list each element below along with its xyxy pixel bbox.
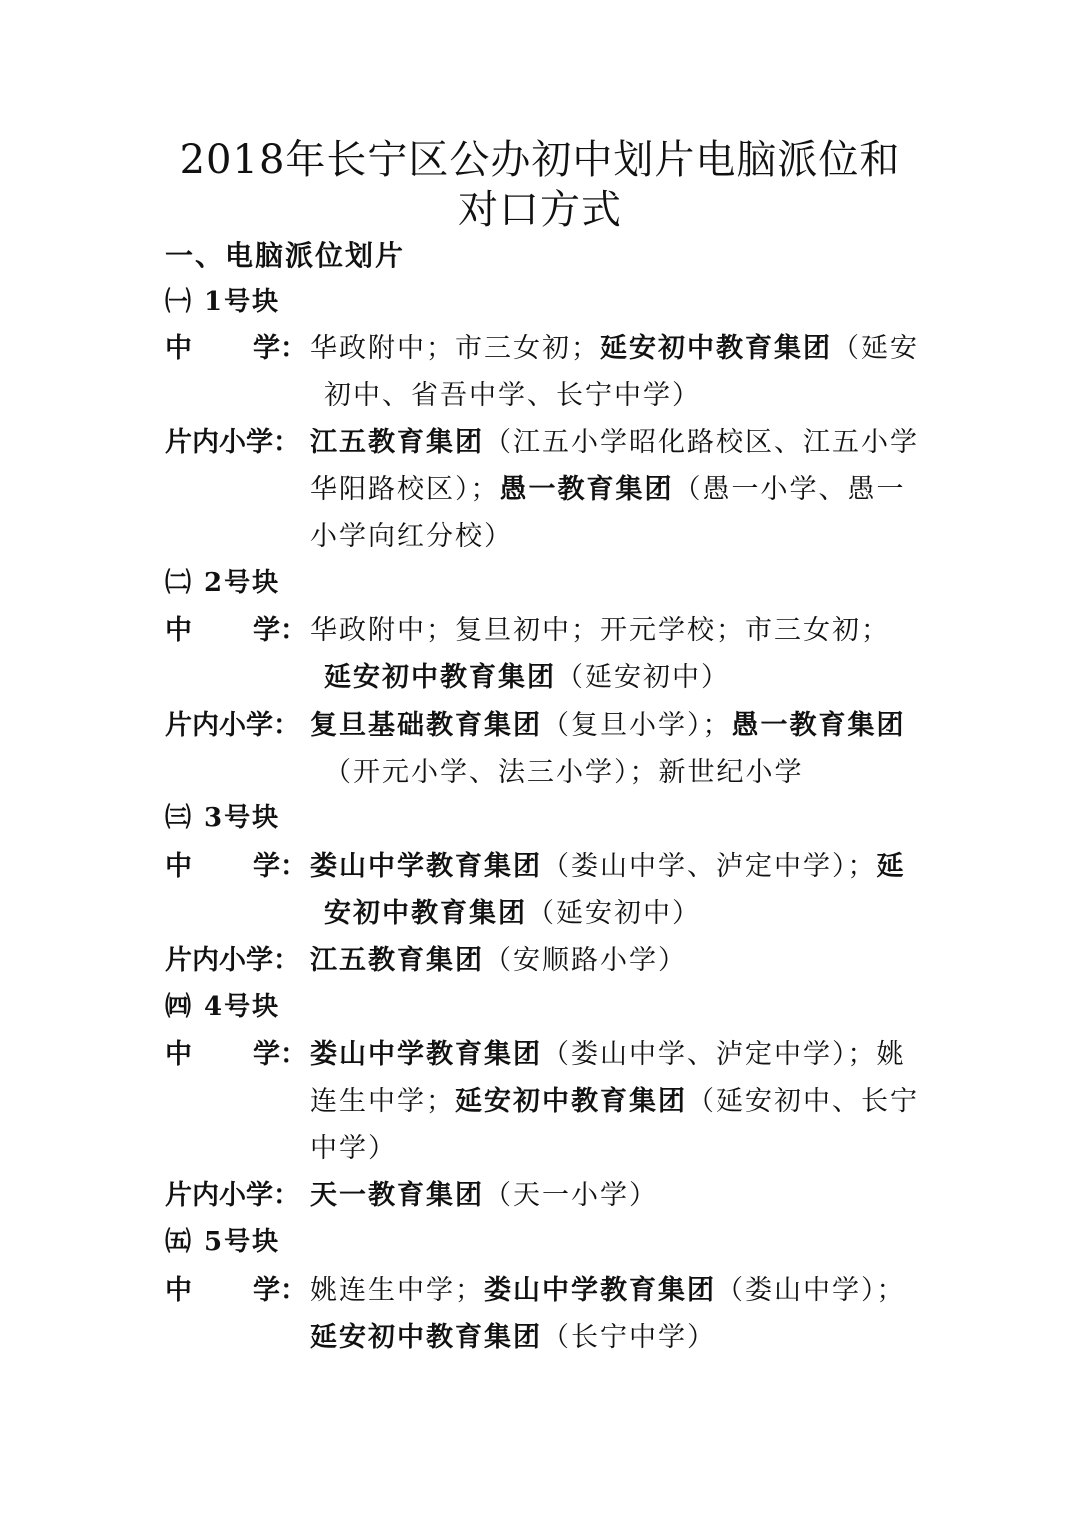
document-title-line-2: 对口方式 [458,187,622,233]
block-2-heading: ㈡ 2号块 [165,568,281,598]
middle-label: 中 学： [165,615,307,646]
middle-label: 中 学： [165,1039,307,1070]
block-1-heading: ㈠ 1号块 [165,287,281,317]
primary-label: 片内小学： [165,710,300,741]
middle-label: 中 学： [165,1275,307,1306]
primary-label: 片内小学： [165,427,300,458]
document-page: 2018年长宁区公办初中划片电脑派位和 对口方式 一、电脑派位划片 ㈠ 1号块 中 学： 华政附中；市三女初；延安初中教育集团（延安 初中、省吾中学、长宁中学） 片内小学： 江五教育集团（江五小学昭化路校区、江五小学 华阳路校区）；愚一教育集团（愚一小学、愚一 小学向红分校） ㈡ 2号块 中 学： 华政附中；复旦初中；开元学校；市三女初； 延安初中教育集团（延安初中） 片内小学： 复旦基础教育集团（复旦小学）；愚一教育集团 （开元小学、法三小学）；新世纪小学 ㈢ 3号块 中 学： 娄山中学教育集团（娄山中学、泸定中学）；延 安初中教育集团（延安初中） 片内小学： 江五教育集团（安顺路小学） ㈣ 4号块 中 学： 娄山中学教育集团（娄山中学、泸定中学）；姚 连生中学；延安初中教育集团（延安初中、长宁 中学） 片内小学： 天一教育集团（天一小学） ㈤ 5号块 中 学： 姚连生中学；娄山中学教育集团（娄山中学）； 延安初中教育集团（长宁中学） [0,0,1080,1527]
block-5-heading: ㈤ 5号块 [165,1227,281,1257]
primary-label: 片内小学： [165,945,300,976]
block-3-heading: ㈢ 3号块 [165,803,281,833]
primary-label: 片内小学： [165,1180,300,1211]
middle-label: 中 学： [165,333,307,364]
section-heading: 一、电脑派位划片 [165,239,406,272]
block-4-heading: ㈣ 4号块 [165,992,281,1022]
middle-label: 中 学： [165,851,307,882]
document-title-line-1: 2018年长宁区公办初中划片电脑派位和 [179,137,901,183]
